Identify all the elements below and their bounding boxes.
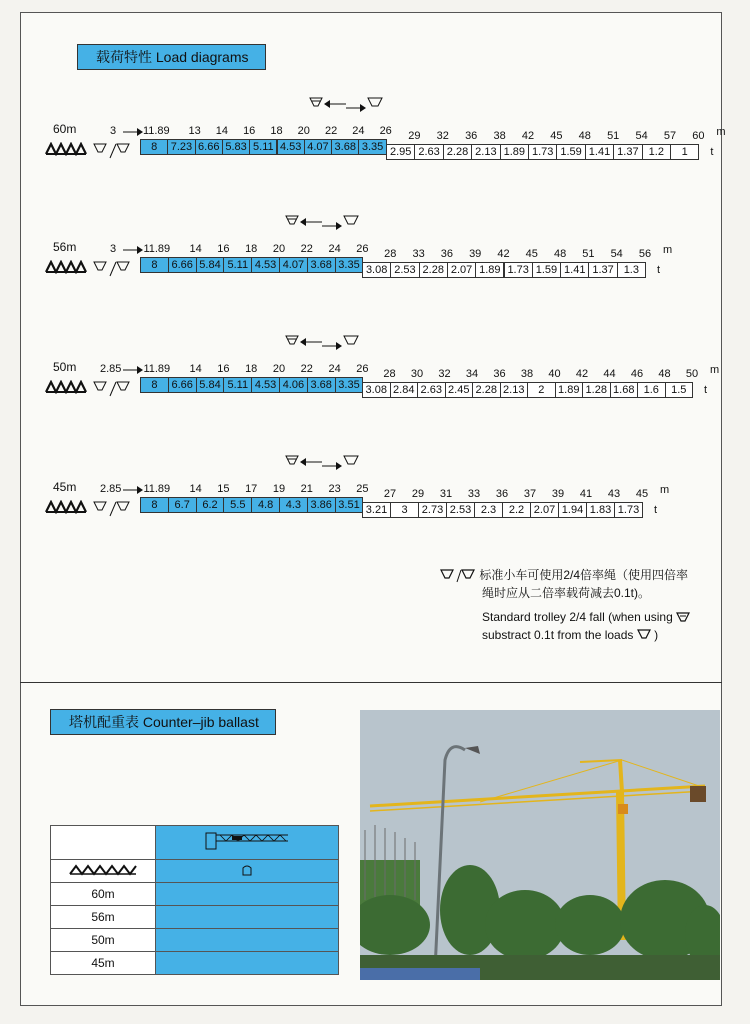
radius-label: 27 [383,488,397,500]
radius-label: 40 [548,368,561,380]
radius-label: 45 [635,488,649,500]
hook-fall-icon [92,500,134,522]
radius-label: 36 [440,248,454,260]
load-cell: 1.28 [582,382,611,398]
radius-label: 14 [215,125,229,137]
radius-label: 45 [550,130,563,142]
tower-crane-photo [360,710,720,980]
note-en-line1: Standard trolley 2/4 fall (when using [482,610,673,624]
load-cell: 2.73 [418,502,447,518]
radius-label: 29 [408,130,421,142]
load-diagram-56m [0,240,750,300]
load-cell: 8 [140,139,168,155]
ballast-title: 塔机配重表 Counter–jib ballast [50,709,276,735]
ballast-header-blank [51,826,156,860]
radius-label: 16 [217,243,230,255]
radius-label: 26 [379,125,392,137]
load-cell: 3.51 [335,497,364,513]
radius-label: 51 [607,130,620,142]
load-cell: 6.2 [196,497,225,513]
jib-length: 50m [53,360,77,374]
load-cell: 8 [140,497,169,513]
hook-fall-icon [92,260,134,282]
radius-label: 50 [685,368,699,380]
load-cell: 8 [140,377,169,393]
unit-load: t [657,264,661,276]
counter-jib-icon [202,827,292,855]
trolley-travel-icon [306,94,386,120]
load-cell: 6.66 [168,377,197,393]
load-cell: 2.07 [447,262,476,278]
load-cell: 1.73 [504,262,533,278]
radius-label: 24 [328,243,341,255]
radius-label: 32 [436,130,449,142]
radius-label: 22 [324,125,338,137]
radius-label: 14 [189,363,202,375]
radius-label: 42 [575,368,589,380]
radius-label: 38 [520,368,534,380]
radius-label: 14 [189,243,202,255]
jib-truss-icon [68,864,138,876]
load-cell: 3.68 [307,257,336,273]
load-cell: 2.63 [417,382,446,398]
hook-fall-icon [92,380,134,402]
radius-label: 48 [553,248,567,260]
load-cell: 1.6 [637,382,666,398]
load-cell: 1.68 [610,382,639,398]
load-cell: 1.83 [586,502,615,518]
load-cell: 3 [390,502,419,518]
unit-radius: m [716,126,726,138]
jib-truss-icon [44,260,88,274]
radius-label: 18 [245,243,258,255]
min-radius: 3 [110,125,117,137]
radius-label: 39 [469,248,482,260]
radius-label: 16 [243,125,256,137]
ballast-weight-icon [240,863,254,877]
radius-label: 38 [493,130,506,142]
unit-load: t [654,504,658,516]
radius-label: 11.89 [142,125,170,137]
load-diagram-50m [0,360,750,420]
radius-label: 44 [603,368,616,380]
radius-label: 18 [270,125,283,137]
radius-label: 15 [217,483,230,495]
radius-label: 42 [497,248,510,260]
load-cell: 2.28 [472,382,501,398]
radius-label: 20 [297,125,310,137]
radius-label: 41 [579,488,593,500]
load-cell: 5.5 [223,497,252,513]
unit-radius: m [660,484,670,496]
jib-length: 56m [53,240,77,254]
min-radius: 3 [110,243,117,255]
ballast-weight-icon-cell [156,860,339,883]
load-cell: 3.86 [307,497,336,513]
radius-label: 56 [638,248,652,260]
load-cell: 1.59 [532,262,561,278]
load-cell: 5.11 [249,139,277,155]
jib-truss-icon [44,142,88,156]
load-cell: 1.41 [560,262,589,278]
radius-label: 45 [525,248,538,260]
load-cell: 4.53 [251,257,280,273]
load-cell: 4.53 [277,139,305,155]
ballast-row-value [156,952,339,975]
load-cell: 2.07 [530,502,559,518]
load-diagrams-title: 载荷特性 Load diagrams [77,44,266,70]
arrow-right-icon [122,485,144,495]
radius-label: 36 [465,130,478,142]
load-cell: 3.08 [362,262,391,278]
radius-label: 36 [493,368,506,380]
radius-label: 54 [610,248,623,260]
radius-label: 14 [189,483,202,495]
load-cell: 1.89 [555,382,584,398]
load-cell: 3.21 [362,502,391,518]
radius-label: 51 [582,248,595,260]
radius-label: 33 [467,488,481,500]
radius-label: 26 [356,363,369,375]
load-cell: 1.73 [528,144,557,160]
radius-label: 31 [439,488,453,500]
load-cell: 1 [670,144,699,160]
ballast-row-label: 50m [51,929,156,952]
radius-label: 19 [272,483,286,495]
jib-truss-icon [44,500,88,514]
load-cell: 2.95 [386,144,415,160]
radius-label: 22 [300,243,313,255]
load-cell: 2.3 [474,502,503,518]
load-cell: 2.13 [471,144,500,160]
ballast-row-value [156,906,339,929]
ballast-table [50,825,339,975]
unit-radius: m [663,244,673,256]
note-cn-line1: 标准小车可使用2/4倍率绳（使用四倍率 [479,568,689,582]
radius-label: 22 [300,363,313,375]
radius-label: 20 [272,363,286,375]
unit-radius: m [710,364,720,376]
radius-label: 11.89 [143,483,171,495]
radius-label: 36 [495,488,509,500]
radius-label: 28 [384,248,397,260]
load-cell: 1.3 [617,262,646,278]
radius-label: 42 [521,130,535,142]
ballast-row-value [156,883,339,906]
load-cell: 3.35 [358,139,386,155]
radius-label: 28 [383,368,396,380]
load-cell: 1.2 [642,144,671,160]
arrow-right-icon [122,245,144,255]
jib-length: 60m [53,122,77,136]
radius-label: 18 [245,363,258,375]
load-cell: 4.3 [279,497,308,513]
jib-length: 45m [53,480,77,494]
load-cell: 4.8 [251,497,280,513]
load-cell: 2.28 [419,262,448,278]
ballast-jib-symbol [51,860,156,883]
radius-label: 37 [523,488,537,500]
load-cell: 1.89 [500,144,529,160]
radius-label: 54 [635,130,648,142]
radius-label: 57 [663,130,677,142]
radius-label: 13 [188,125,201,137]
trolley-travel-icon [282,212,362,238]
load-cell: 2.53 [446,502,475,518]
section-divider [20,682,722,683]
radius-label: 16 [217,363,230,375]
load-cell: 3.35 [335,257,364,273]
load-cell: 3.68 [307,377,336,393]
radius-label: 30 [410,368,424,380]
load-cell: 4.07 [279,257,308,273]
load-cell: 3.68 [331,139,359,155]
min-radius: 2.85 [100,363,122,375]
load-cell: 5.84 [196,257,225,273]
load-cell: 5.84 [196,377,225,393]
note-cn-line2: 绳时应从二倍率载荷减去0.1t)。 [482,586,651,600]
ballast-row-label: 56m [51,906,156,929]
ballast-row-label: 60m [51,883,156,906]
radius-label: 23 [328,483,341,495]
unit-load: t [710,146,714,158]
load-cell: 5.11 [223,257,252,273]
load-cell: 1.41 [585,144,614,160]
load-cell: 5.83 [222,139,250,155]
radius-label: 46 [630,368,644,380]
trolley-travel-icon [282,332,362,358]
load-cell: 4.53 [251,377,280,393]
trolley-2-4-fall-icon [440,568,476,584]
load-cell: 2.45 [445,382,474,398]
radius-label: 34 [465,368,479,380]
radius-label: 25 [356,483,369,495]
ballast-header-crane-icon [156,826,339,860]
load-cell: 1.37 [613,144,642,160]
load-cell: 2.84 [390,382,419,398]
radius-label: 26 [356,243,369,255]
load-cell: 6.66 [195,139,223,155]
radius-label: 29 [411,488,425,500]
two-fall-hook-icon [637,628,651,644]
load-cell: 5.11 [223,377,252,393]
load-cell: 1.59 [556,144,585,160]
radius-label: 48 [578,130,591,142]
radius-label: 11.89 [143,243,171,255]
radius-label: 17 [245,483,258,495]
radius-label: 20 [272,243,286,255]
load-cell: 6.66 [168,257,197,273]
arrow-right-icon [122,365,144,375]
load-cell: 4.06 [279,377,308,393]
four-fall-hook-icon [676,611,690,625]
load-cell: 4.07 [304,139,332,155]
radius-label: 24 [352,125,365,137]
load-cell: 1.37 [588,262,617,278]
radius-label: 60 [692,130,705,142]
load-cell: 6.7 [168,497,197,513]
min-radius: 2.85 [100,483,122,495]
load-cell: 2.2 [502,502,531,518]
radius-label: 48 [658,368,671,380]
radius-label: 43 [607,488,621,500]
radius-label: 21 [300,483,313,495]
load-cell: 8 [140,257,169,273]
load-cell: 3.08 [362,382,391,398]
load-cell: 2.28 [443,144,472,160]
trolley-travel-icon [282,452,362,478]
unit-load: t [704,384,708,396]
load-cell: 7.23 [167,139,195,155]
jib-truss-icon [44,380,88,394]
note-en-line2: substract 0.1t from the loads [482,628,634,642]
fall-note: 标准小车可使用2/4倍率绳（使用四倍率 绳时应从二倍率载荷减去0.1t)。 Standard trolley 2/4 fall (when using substract 0.1t from the loads ) [440,566,690,644]
radius-label: 32 [438,368,451,380]
load-cell: 3.35 [335,377,364,393]
load-cell: 1.73 [614,502,643,518]
load-cell: 2.53 [390,262,419,278]
load-cell: 2.13 [500,382,529,398]
ballast-row-value [156,929,339,952]
load-diagram-45m [0,480,750,540]
load-cell: 2.63 [414,144,443,160]
radius-label: 39 [551,488,565,500]
load-cell: 1.94 [558,502,587,518]
load-cell: 2 [527,382,556,398]
radius-label: 11.89 [143,363,171,375]
radius-label: 24 [328,363,341,375]
hook-fall-icon [92,142,134,164]
load-cell: 1.89 [475,262,504,278]
radius-label: 33 [412,248,425,260]
ballast-row-label: 45m [51,952,156,975]
load-cell: 1.5 [665,382,694,398]
load-diagram-60m [0,122,750,182]
